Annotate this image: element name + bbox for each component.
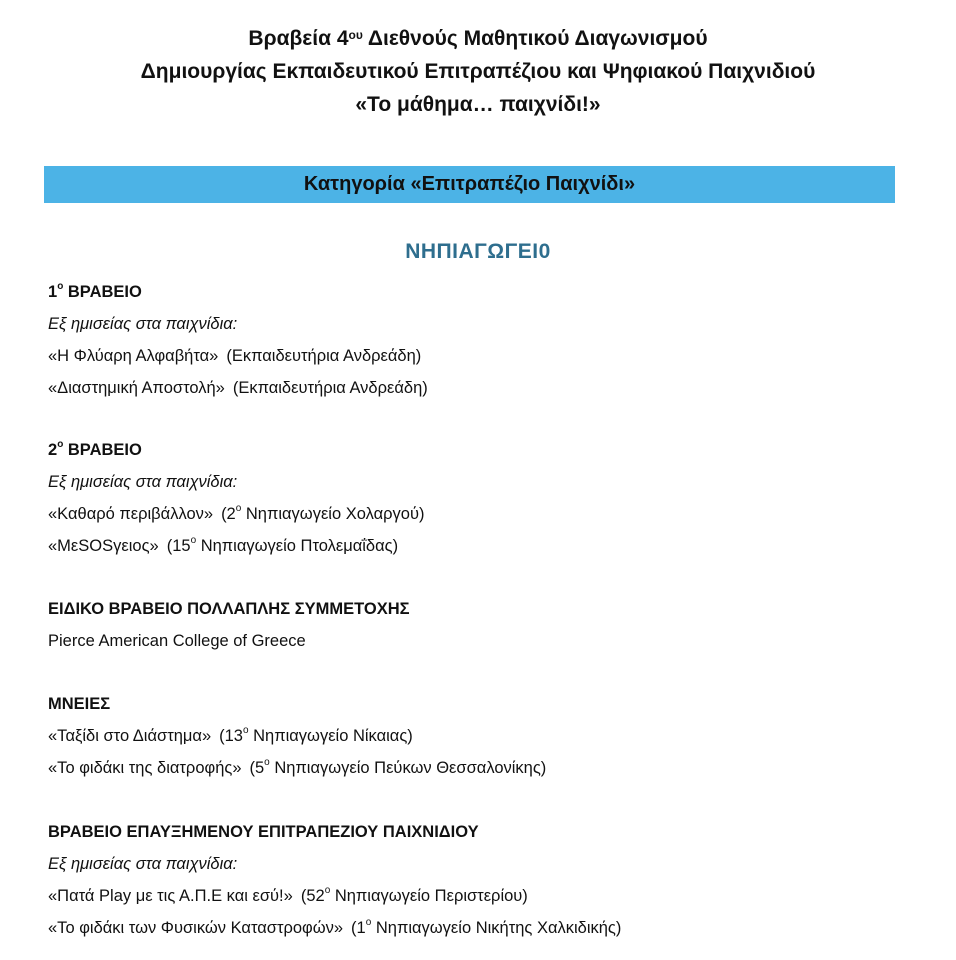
level-heading: ΝΗΠΙΑΓΩΓΕΙ0 xyxy=(405,240,551,263)
mentions-section xyxy=(48,688,928,784)
second-prize-section xyxy=(48,434,928,562)
second-prize-heading: $2^o$ ΒΡΑΒΕΙΟ xyxy=(48,439,142,459)
list-item: «Το φιδάκι των Φυσικών Καταστροφών» ($1^o$ Νηπιαγωγείο Νικήτης Χαλκιδικής) xyxy=(48,917,622,937)
special-prize-heading: ΕΙΔΙΚΟ ΒΡΑΒΕΙΟ ΠΟΛΛΑΠΛΗΣ ΣΥΜΜΕΤΟΧΗΣ xyxy=(48,600,410,618)
augmented-prize-intro: Εξ ημισείας στα παιχνίδια: xyxy=(48,855,238,873)
category-banner: Κατηγορία «Επιτραπέζιο Παιχνίδι» xyxy=(44,166,895,203)
list-item: «ΜεSOSγειος» ($15^o$ Νηπιαγωγείο Πτολεμαΐδας) xyxy=(48,535,399,555)
list-item: «Ταξίδι στο Διάστημα» ($13^o$ Νηπιαγωγείο Νίκαιας) xyxy=(48,725,413,745)
document-title xyxy=(0,22,956,121)
title-line-1: Βραβεία $4^{o\upsilon}$ Διεθνούς Μαθητικού Διαγωνισμού xyxy=(248,27,708,50)
special-prize-section xyxy=(48,593,928,657)
augmented-prize-section xyxy=(48,816,928,944)
first-prize-section xyxy=(48,276,928,404)
first-prize-intro: Εξ ημισείας στα παιχνίδια: xyxy=(48,315,238,333)
list-item: «Πατά Play με τις Α.Π.Ε και εσύ!» ($52^o$ Νηπιαγωγείο Περιστερίου) xyxy=(48,885,528,905)
list-item: «Καθαρό περιβάλλον» ($2^o$ Νηπιαγωγείο Χολαργού) xyxy=(48,503,425,523)
list-item: «Το φιδάκι της διατροφής» ($5^o$ Νηπιαγωγείο Πεύκων Θεσσαλονίκης) xyxy=(48,757,547,777)
first-prize-heading: $1^o$ ΒΡΑΒΕΙΟ xyxy=(48,281,142,301)
special-prize-recipient: Pierce American College of Greece xyxy=(48,632,306,650)
second-prize-intro: Εξ ημισείας στα παιχνίδια: xyxy=(48,473,238,491)
title-line-3: «Το μάθημα… παιχνίδι!» xyxy=(355,93,601,116)
mentions-heading: ΜΝΕΙΕΣ xyxy=(48,695,111,713)
list-item: «Η Φλύαρη Αλφαβήτα» (Εκπαιδευτήρια Ανδρεάδη) xyxy=(48,347,422,365)
title-line-2: Δημιουργίας Εκπαιδευτικού Επιτραπέζιου και Ψηφιακού Παιχνιδιού xyxy=(140,60,816,83)
augmented-prize-heading: ΒΡΑΒΕΙΟ ΕΠΑΥΞΗΜΕΝΟΥ ΕΠΙΤΡΑΠΕΖΙΟΥ ΠΑΙΧΝΙΔΙΟΥ xyxy=(48,823,479,841)
list-item: «Διαστημική Αποστολή» (Εκπαιδευτήρια Ανδρεάδη) xyxy=(48,379,428,397)
